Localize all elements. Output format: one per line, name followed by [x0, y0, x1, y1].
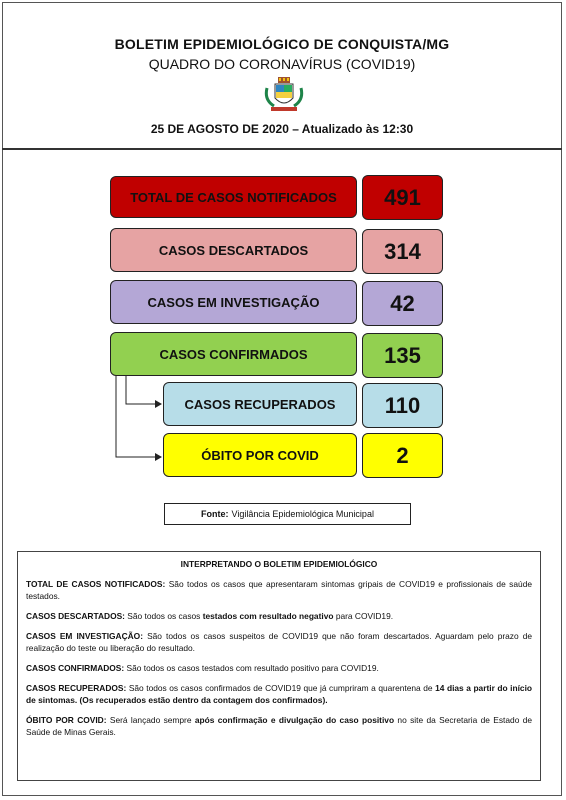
legend-notificados	[26, 578, 532, 602]
recuperados-value: 110	[384, 392, 421, 418]
bulletin-date: 25 DE AGOSTO DE 2020 – Atualizado às 12:30	[150, 122, 414, 136]
legend-bold: após confirmação e divulgação do caso positivo	[194, 715, 395, 725]
page-title: BOLETIM EPIDEMIOLÓGICO DE CONQUISTA/MG	[114, 36, 450, 52]
legend-text: para COVID19.	[335, 611, 394, 621]
legend-text: São todos os casos testados com resultado positivo para COVID19.	[126, 663, 379, 673]
legend-recuperados	[26, 682, 532, 706]
legend-text: Será lançado sempre	[109, 715, 192, 725]
legend-text: São todos os casos	[127, 611, 201, 621]
legend-term: CASOS CONFIRMADOS:	[26, 663, 125, 673]
source-text: Vigilância Epidemiológica Municipal	[231, 509, 374, 519]
legend-obito	[26, 714, 532, 738]
legend-box	[17, 551, 541, 781]
source-note	[164, 503, 411, 525]
investigacao-label: CASOS EM INVESTIGAÇÃO	[147, 294, 320, 310]
obito-label: ÓBITO POR COVID	[201, 447, 319, 463]
confirmados-label: CASOS CONFIRMADOS	[159, 346, 308, 362]
legend-term: CASOS EM INVESTIGAÇÃO:	[26, 631, 143, 641]
descartados-label: CASOS DESCARTADOS	[158, 242, 309, 258]
arrow-head-recuperados	[155, 400, 162, 408]
investigacao-value: 42	[390, 290, 415, 316]
legend-investigacao	[26, 630, 532, 654]
legend-term: CASOS RECUPERADOS:	[26, 683, 127, 693]
notificados-value: 491	[384, 184, 421, 210]
page-subtitle: QUADRO DO CORONAVÍRUS (COVID19)	[148, 56, 416, 72]
legend-text: São todos os casos que apresentaram sintomas gripais de COVID19 e profissionais de saúde testados.	[26, 579, 533, 601]
descartados-value: 314	[384, 238, 421, 264]
legend-term: ÓBITO POR COVID:	[26, 715, 107, 725]
arrow-head-obito	[155, 453, 162, 461]
legend-text: São todos os casos confirmados de COVID19 que já cumpriram a quarentena de	[128, 683, 433, 693]
legend-bold: testados com resultado negativo	[202, 611, 334, 621]
notificados-label: TOTAL DE CASOS NOTIFICADOS	[130, 189, 337, 205]
legend-term: CASOS DESCARTADOS:	[26, 611, 125, 621]
legend-descartados	[26, 610, 532, 622]
source-label: Fonte:	[201, 509, 229, 519]
legend-term: TOTAL DE CASOS NOTIFICADOS:	[26, 579, 166, 589]
legend-title: INTERPRETANDO O BOLETIM EPIDEMIOLÓGICO	[180, 559, 378, 569]
legend-bold: 14 dias a partir do início de sintomas. (Os recuperados estão dentro da contagem dos confirmados).	[26, 683, 533, 705]
legend-text: no site da Secretaria de Estado de Saúde de Minas Gerais.	[26, 715, 533, 737]
confirmados-value: 135	[384, 342, 421, 368]
recuperados-label: CASOS RECUPERADOS	[184, 396, 336, 412]
legend-confirmados	[26, 662, 532, 674]
obito-value: 2	[396, 442, 409, 468]
legend-text: São todos os casos suspeitos de COVID19 que não foram descartados. Aguardam pelo prazo de realização do teste ou liberação do resultado.	[26, 631, 533, 653]
